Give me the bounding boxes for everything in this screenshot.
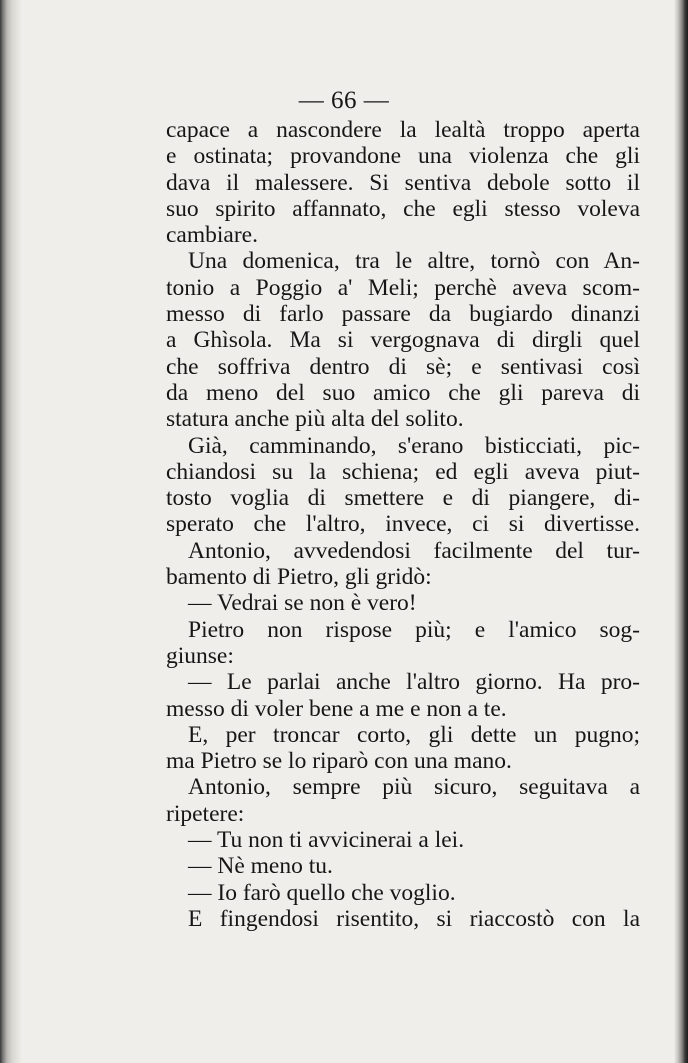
text-line: — Nè meno tu.	[188, 853, 333, 880]
text-line: tonio a Poggio a' Meli; perchè aveva scom-	[166, 274, 640, 301]
text-line: chiandosi su la schiena; ed egli aveva piut-	[166, 458, 640, 485]
page-edge-shadow	[674, 0, 688, 1063]
text-line: ma Pietro se lo riparò con una mano.	[166, 748, 512, 775]
text-line: Una domenica, tra le altre, tornò con An-	[188, 248, 640, 275]
page-number: — 66 —	[298, 87, 390, 114]
text-line: E fingendosi risentito, si riaccostò con la	[188, 905, 640, 932]
text-line: che soffriva dentro di sè; e sentivasi così	[166, 353, 640, 380]
text-line: cambiare.	[166, 222, 258, 249]
text-line: ripetere:	[166, 800, 245, 827]
text-line: — Tu non ti avvicinerai a lei.	[188, 827, 465, 854]
text-line: messo di farlo passare da bugiardo dinanzi	[166, 301, 640, 328]
text-line: sperato che l'altro, invece, ci si divertisse.	[166, 511, 640, 538]
text-line: giunse:	[166, 642, 234, 669]
text-line: capace a nascondere la lealtà troppo aperta	[166, 117, 640, 143]
text-line: Antonio, avvedendosi facilmente del tur-	[188, 537, 640, 564]
text-line: Già, camminando, s'erano bisticciati, pic-	[188, 432, 640, 459]
text-line: messo di voler bene a me e non a te.	[166, 695, 507, 722]
text-line: e ostinata; provandone una violenza che gli	[166, 143, 640, 170]
text-line: a Ghìsola. Ma si vergognava di dirgli quel	[166, 327, 640, 354]
text-line: bamento di Pietro, gli gridò:	[166, 564, 432, 591]
text-line: suo spirito affannato, che egli stesso voleva	[166, 195, 640, 222]
body-text	[166, 117, 640, 932]
text-line: — Vedrai se non è vero!	[188, 590, 417, 617]
text-line: — Io farò quello che voglio.	[188, 879, 456, 906]
text-line: da meno del suo amico che gli pareva di	[166, 379, 640, 406]
text-line: tosto voglia di smettere e di piangere, di-	[166, 485, 640, 512]
text-line: Pietro non rispose più; e l'amico sog-	[188, 616, 640, 643]
page-gutter-shadow	[0, 0, 22, 1063]
text-line: dava il malessere. Si sentiva debole sotto il	[166, 169, 640, 196]
text-line: E, per troncar corto, gli dette un pugno;	[188, 721, 640, 748]
text-line: — Le parlai anche l'altro giorno. Ha pro-	[188, 669, 640, 696]
text-line: statura anche più alta del solito.	[166, 406, 464, 433]
text-line: Antonio, sempre più sicuro, seguitava a	[188, 774, 640, 801]
